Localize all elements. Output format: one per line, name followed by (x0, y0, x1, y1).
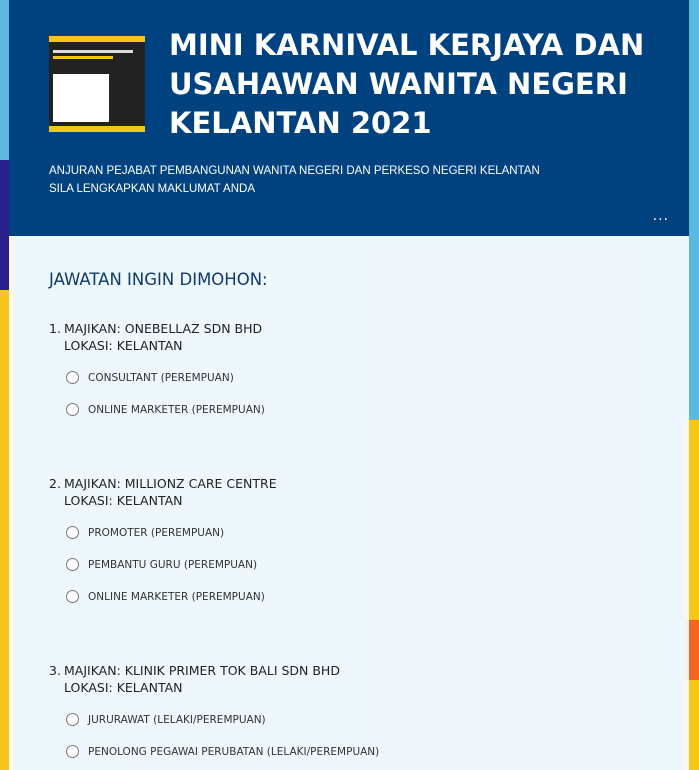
event-poster-image (49, 36, 145, 132)
question-location: LOKASI: KELANTAN (64, 338, 183, 353)
radio-button[interactable] (66, 713, 79, 726)
option-label: PENOLONG PEGAWAI PERUBATAN (LELAKI/PEREMPUAN) (88, 745, 380, 758)
radio-option[interactable] (66, 558, 257, 571)
question-employer: MAJIKAN: ONEBELLAZ SDN BHD (64, 321, 263, 336)
radio-option[interactable] (66, 590, 265, 603)
radio-button[interactable] (66, 558, 79, 571)
question-employer: MAJIKAN: KLINIK PRIMER TOK BALI SDN BHD (64, 663, 340, 678)
radio-option[interactable] (66, 371, 234, 384)
form-description (49, 162, 540, 198)
radio-button[interactable] (66, 745, 79, 758)
option-label: JURURAWAT (LELAKI/PEREMPUAN) (88, 713, 266, 726)
question-employer: MAJIKAN: MILLIONZ CARE CENTRE (64, 476, 277, 491)
option-label: CONSULTANT (PEREMPUAN) (88, 371, 234, 384)
question (49, 475, 277, 509)
question-location: LOKASI: KELANTAN (64, 680, 183, 695)
option-label: PROMOTER (PEREMPUAN) (88, 526, 225, 539)
form-header (9, 0, 689, 236)
option-label: ONLINE MARKETER (PEREMPUAN) (88, 403, 265, 416)
question (49, 662, 340, 696)
question-location: LOKASI: KELANTAN (64, 493, 183, 508)
description-line: SILA LENGKAPKAN MAKLUMAT ANDA (49, 183, 256, 195)
radio-button[interactable] (66, 403, 79, 416)
radio-button[interactable] (66, 371, 79, 384)
radio-option[interactable] (66, 745, 379, 758)
question (49, 320, 262, 354)
option-label: PEMBANTU GURU (PEREMPUAN) (88, 558, 258, 571)
radio-button[interactable] (66, 526, 79, 539)
more-options-button[interactable]: ... (652, 208, 669, 224)
question-number: 3. (49, 663, 61, 678)
background-decoration (0, 160, 9, 290)
question-number: 2. (49, 476, 61, 491)
form-title: MINI KARNIVAL KERJAYA DAN USAHAWAN WANITA NEGERI KELANTAN 2021 (169, 28, 645, 140)
radio-button[interactable] (66, 590, 79, 603)
radio-option[interactable] (66, 713, 266, 726)
section-title: JAWATAN INGIN DIMOHON: (49, 270, 268, 289)
option-label: ONLINE MARKETER (PEREMPUAN) (88, 590, 265, 603)
question-number: 1. (49, 321, 61, 336)
description-line: ANJURAN PEJABAT PEMBANGUNAN WANITA NEGERI DAN PERKESO NEGERI KELANTAN (49, 165, 540, 177)
radio-option[interactable] (66, 526, 224, 539)
radio-option[interactable] (66, 403, 265, 416)
form-body (9, 236, 689, 770)
